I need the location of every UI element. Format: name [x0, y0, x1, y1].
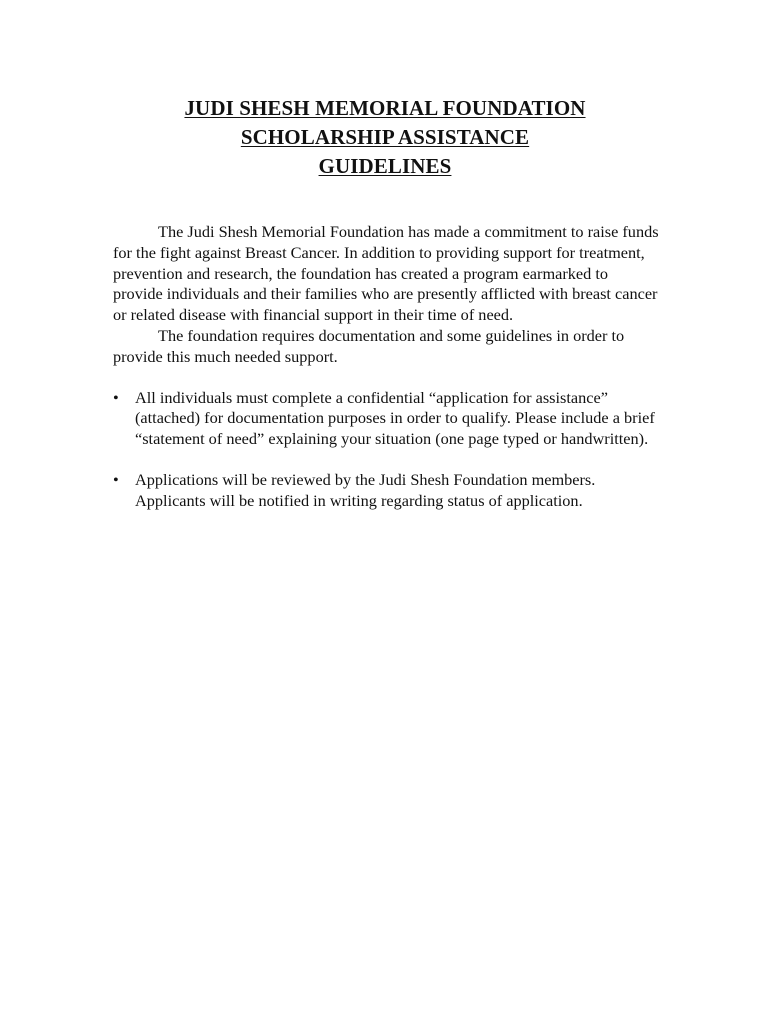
document-title [0, 94, 770, 181]
title-line-3: GUIDELINES [318, 154, 452, 178]
intro-paragraph: The Judi Shesh Memorial Foundation has made a commitment to raise funds for the fight against Breast Cancer. In addition to providing support for treatment, prevention and research, the foundation has created a program earmarked to provide individuals and their families who are presently afflicted with breast cancer or related disease with financial support in their time of need. [113, 222, 659, 325]
document-body [113, 222, 661, 532]
requirements-paragraph: The foundation requires documentation and some guidelines in order to provide this much needed support. [113, 325, 625, 366]
bullet-icon: • [113, 387, 119, 407]
list-item [113, 388, 661, 450]
title-line-1: JUDI SHESH MEMORIAL FOUNDATION [184, 96, 586, 120]
guidelines-list [113, 388, 661, 512]
bullet-icon: • [113, 469, 119, 489]
title-line-2: SCHOLARSHIP ASSISTANCE [240, 125, 530, 149]
list-item [113, 470, 661, 512]
list-item-text: All individuals must complete a confidential “application for assistance” (attached) for documentation purposes in order to qualify. Please include a brief “statement of need” explaining your situation (one page typed or handwritten). [135, 387, 655, 449]
list-item-text: Applications will be reviewed by the Judi Shesh Foundation members. Applicants will be notified in writing regarding status of application. [135, 469, 596, 510]
